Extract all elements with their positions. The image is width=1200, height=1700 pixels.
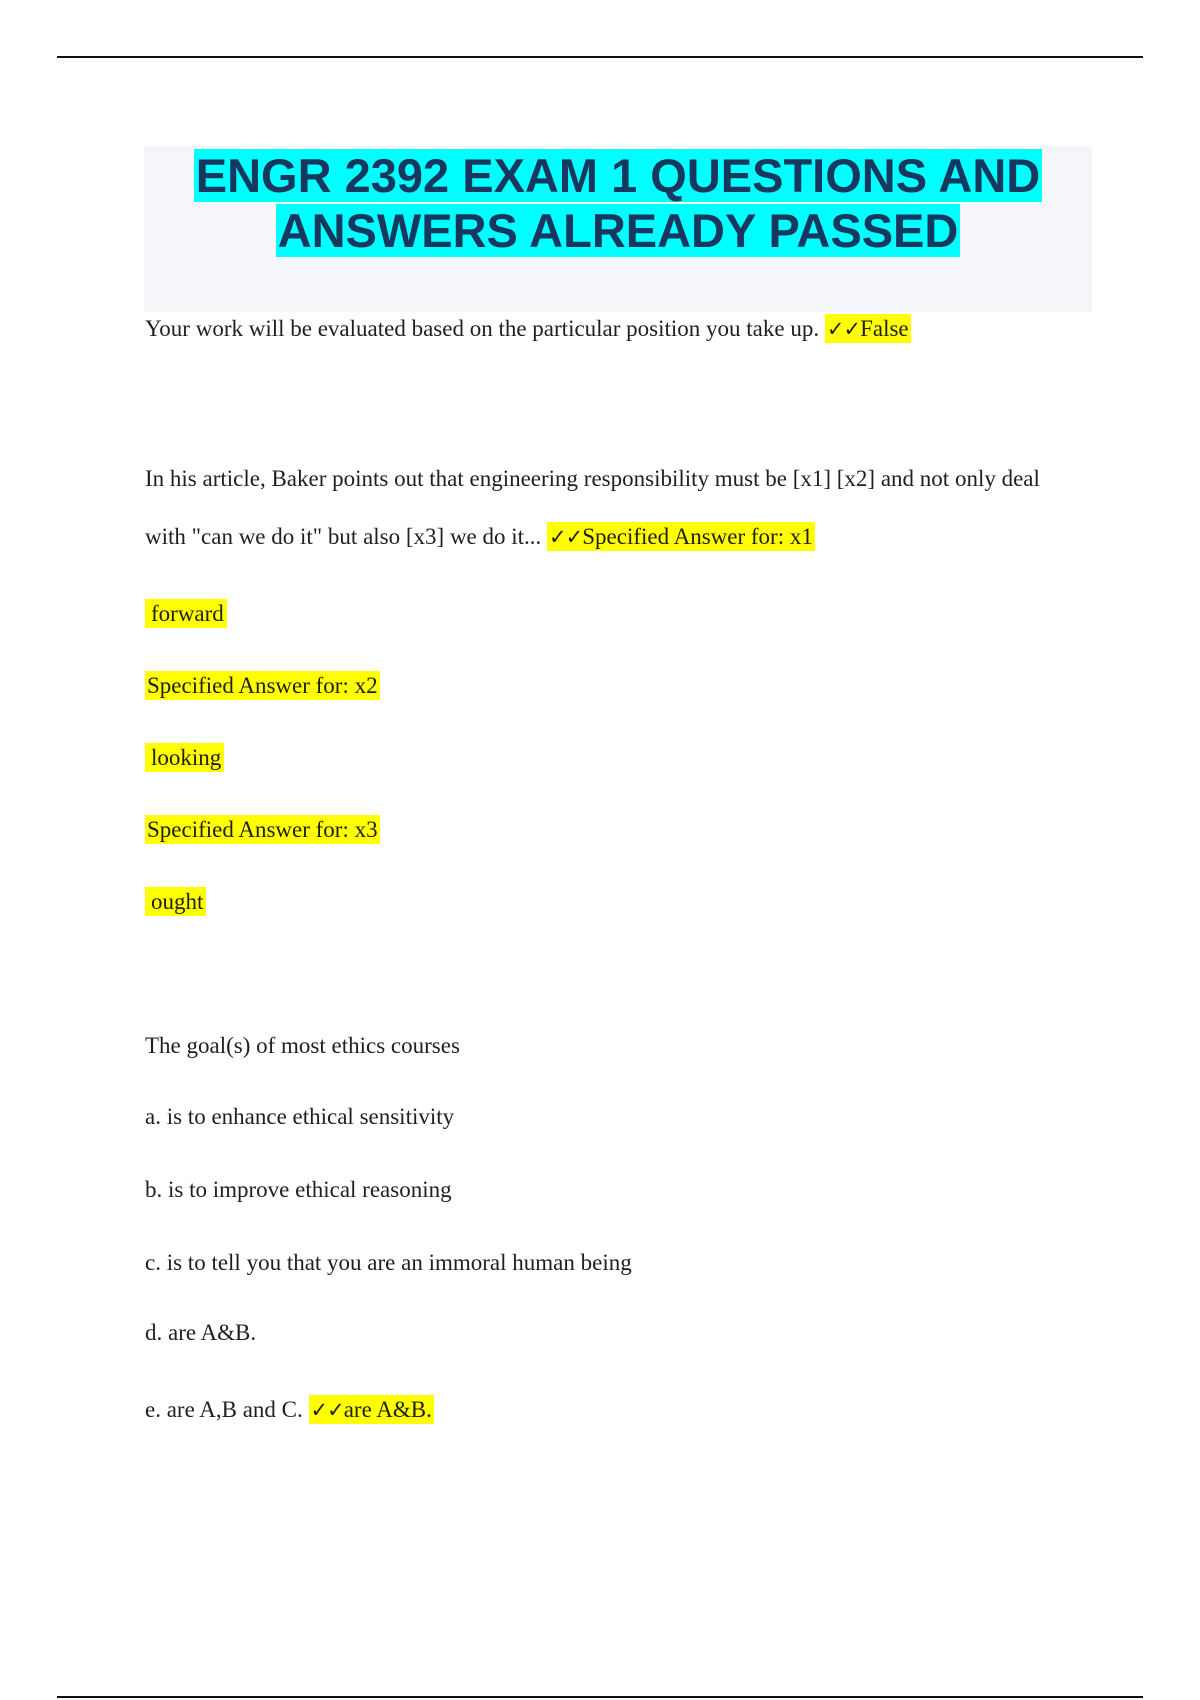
top-rule xyxy=(57,56,1143,58)
check-mark-icon: ✓✓ xyxy=(310,1398,344,1422)
answer-1-text: False xyxy=(860,316,909,341)
answer-2-x3-label-line xyxy=(145,815,380,845)
answer-2-x1-value-line xyxy=(145,599,227,629)
answer-2-x1 xyxy=(547,522,815,551)
document-title xyxy=(144,148,1092,258)
answer-2-x3-value: ought xyxy=(145,887,206,916)
answer-2-x2-value-line xyxy=(145,743,224,773)
answer-1 xyxy=(825,314,911,343)
answer-2-x2-label: Specified Answer for: x2 xyxy=(147,673,378,698)
title-line-2: ANSWERS ALREADY PASSED xyxy=(277,204,959,257)
answer-2-x3-label: Specified Answer for: x3 xyxy=(147,817,378,842)
question-2-line-1: In his article, Baker points out that engineering responsibility must be [x1] [x2] and not only deal xyxy=(145,466,1040,491)
answer-2-x1-label: Specified Answer for: x1 xyxy=(582,524,813,549)
answer-3-text: are A&B. xyxy=(343,1397,432,1422)
question-1 xyxy=(145,314,911,344)
question-3-option-c: c. is to tell you that you are an immoral human being xyxy=(145,1250,632,1275)
question-3-option-d: d. are A&B. xyxy=(145,1320,257,1345)
question-3-option-b: b. is to improve ethical reasoning xyxy=(145,1177,452,1202)
question-3-text: The goal(s) of most ethics courses xyxy=(145,1033,460,1058)
question-3-option-e-text: e. are A,B and C. xyxy=(145,1397,303,1422)
answer-2-x3-value-line xyxy=(145,887,206,917)
question-2-line-2 xyxy=(145,522,815,552)
question-2-line-2-text: with "can we do it" but also [x3] we do it... xyxy=(145,524,542,549)
question-1-text: Your work will be evaluated based on the particular position you take up. xyxy=(145,316,820,341)
bottom-rule xyxy=(57,1696,1143,1698)
title-line-1: ENGR 2392 EXAM 1 QUESTIONS AND xyxy=(195,149,1041,202)
check-mark-icon: ✓✓ xyxy=(549,525,583,549)
answer-2-x1-value: forward xyxy=(145,599,227,628)
answer-2-x2-value: looking xyxy=(145,743,224,772)
answer-2-x2-label-line xyxy=(145,671,380,701)
check-mark-icon: ✓✓ xyxy=(826,317,861,341)
answer-3 xyxy=(309,1395,434,1424)
question-3-option-e xyxy=(145,1395,434,1425)
question-3-option-a: a. is to enhance ethical sensitivity xyxy=(145,1104,455,1129)
